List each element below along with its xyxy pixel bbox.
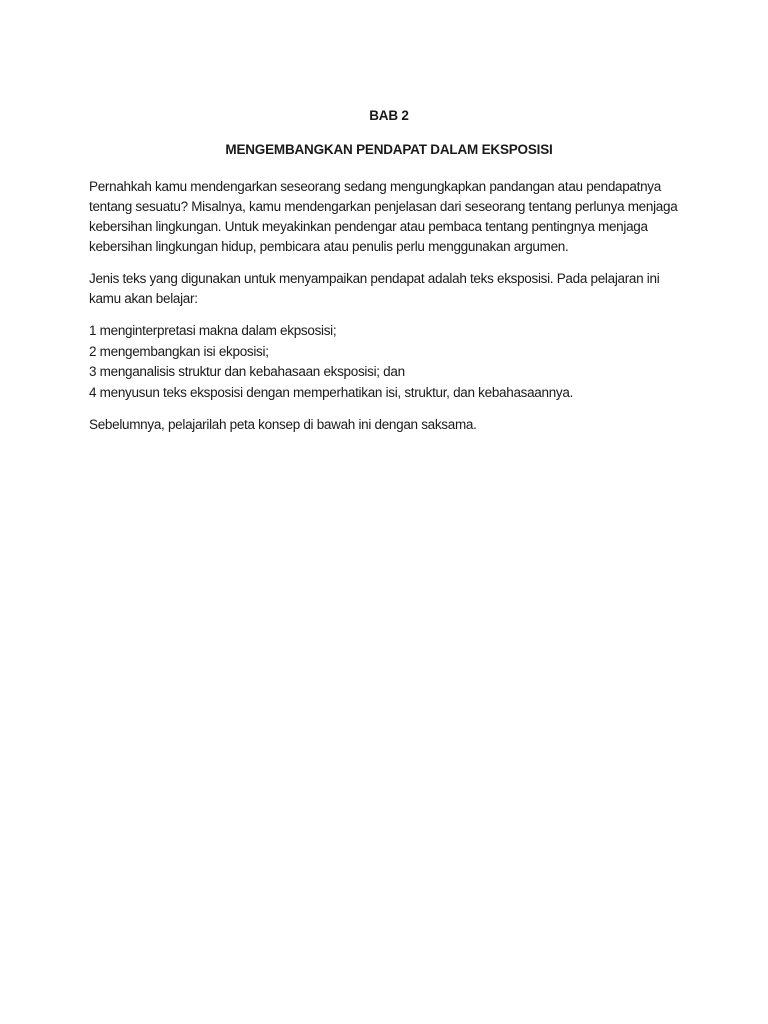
closing-paragraph: Sebelumnya, pelajarilah peta konsep di bawah ini dengan saksama. (89, 417, 477, 432)
intro-paragraph: Pernahkah kamu mendengarkan seseorang sedang mengungkapkan pandangan atau pendapatnya tentang sesuatu? Misalnya, kamu mendengarkan penjelasan dari seseorang tentang perlunya menjaga kebersihan lingkungan. Untuk meyakinkan pendengar atau pembaca tentang pentingnya menjaga kebersihan lingkungan hidup, pembicara atau penulis perlu menggunakan argumen. (89, 179, 678, 254)
objective-item: 3 menganalisis struktur dan kebahasaan eksposisi; dan (89, 364, 405, 379)
document-content (89, 106, 689, 447)
learning-objectives-list (89, 321, 689, 403)
chapter-title: MENGEMBANGKAN PENDAPAT DALAM EKSPOSISI (225, 142, 553, 157)
objective-item: 4 menyusun teks eksposisi dengan memperhatikan isi, struktur, dan kebahasaannya. (89, 384, 574, 400)
purpose-paragraph: Jenis teks yang digunakan untuk menyampaikan pendapat adalah teks eksposisi. Pada pelajaran ini kamu akan belajar: (89, 271, 660, 306)
chapter-heading: BAB 2 (369, 108, 409, 123)
objective-item: 1 menginterpretasi makna dalam ekpsosisi; (89, 323, 337, 338)
objective-item: 2 mengembangkan isi ekposisi; (89, 343, 269, 359)
